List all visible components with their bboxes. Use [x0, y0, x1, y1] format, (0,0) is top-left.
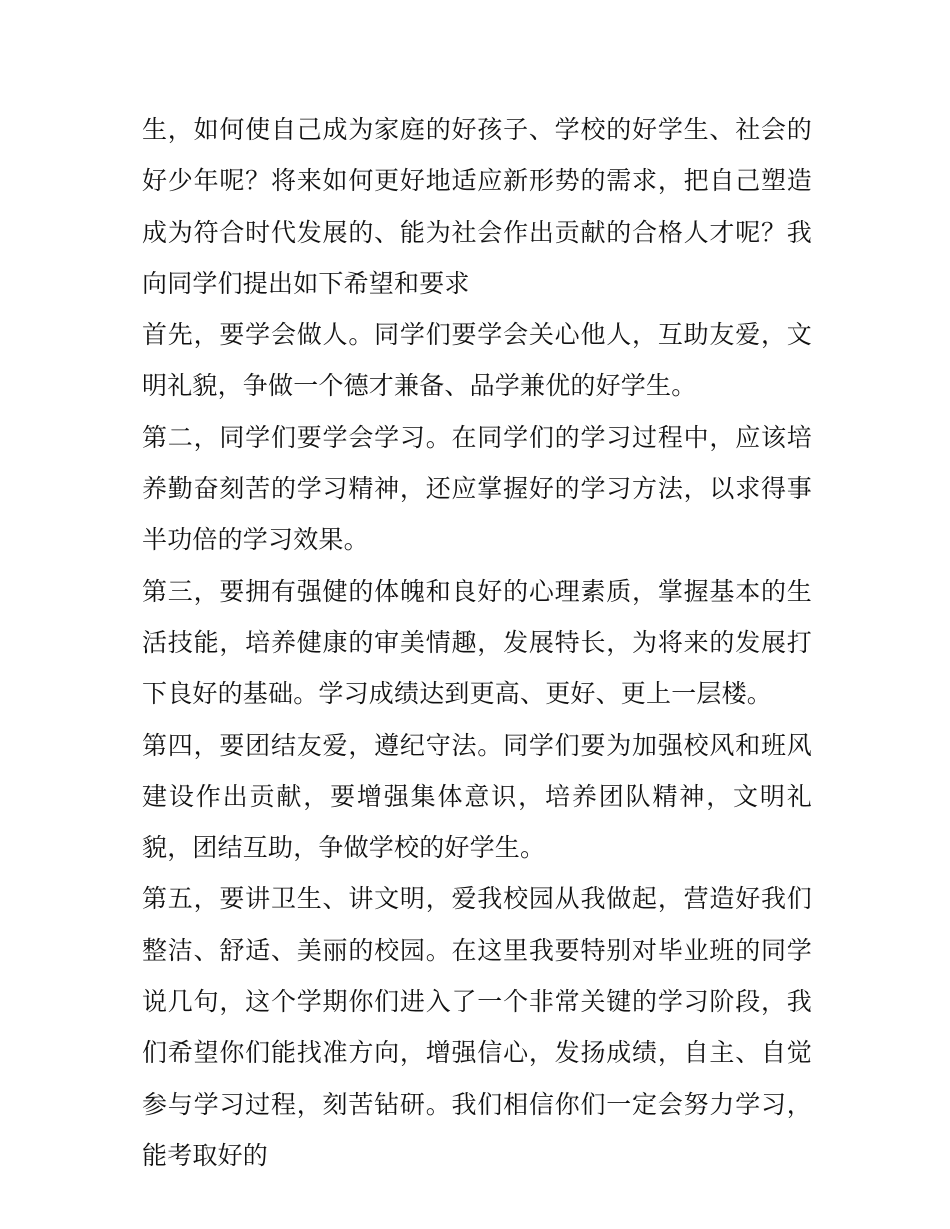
paragraph-second: 第二，同学们要学会学习。在同学们的学习过程中，应该培养勤奋刻苦的学习精神，还应掌握好的学习方法，以求得事半功倍的学习效果。 [142, 422, 812, 555]
paragraph-fifth: 第五，要讲卫生、讲文明，爱我校园从我做起，营造好我们整洁、舒适、美丽的校园。在这里我要特别对毕业班的同学说几句，这个学期你们进入了一个非常关键的学习阶段，我们希望你们能找准方向，增强信心，发扬成绩，自主、自觉参与学习过程，刻苦钻研。我们相信你们一定会努力学习，能考取好的 [142, 884, 812, 1170]
paragraph-intro: 生，如何使自己成为家庭的好孩子、学校的好学生、社会的好少年呢？将来如何更好地适应新形势的需求，把自己塑造成为符合时代发展的、能为社会作出贡献的合格人才呢？我向同学们提出如下希望和要求 [142, 115, 812, 298]
paragraph-fourth: 第四，要团结友爱，遵纪守法。同学们要为加强校风和班风建设作出贡献，要增强集体意识，培养团队精神，文明礼貌，团结互助，争做学校的好学生。 [142, 730, 812, 863]
document-body [142, 104, 812, 1181]
paragraph-first: 首先，要学会做人。同学们要学会关心他人，互助友爱，文明礼貌，争做一个德才兼备、品学兼优的好学生。 [142, 320, 812, 401]
paragraph-third: 第三，要拥有强健的体魄和良好的心理素质，掌握基本的生活技能，培养健康的审美情趣，发展特长，为将来的发展打下良好的基础。学习成绩达到更高、更好、更上一层楼。 [142, 576, 812, 709]
